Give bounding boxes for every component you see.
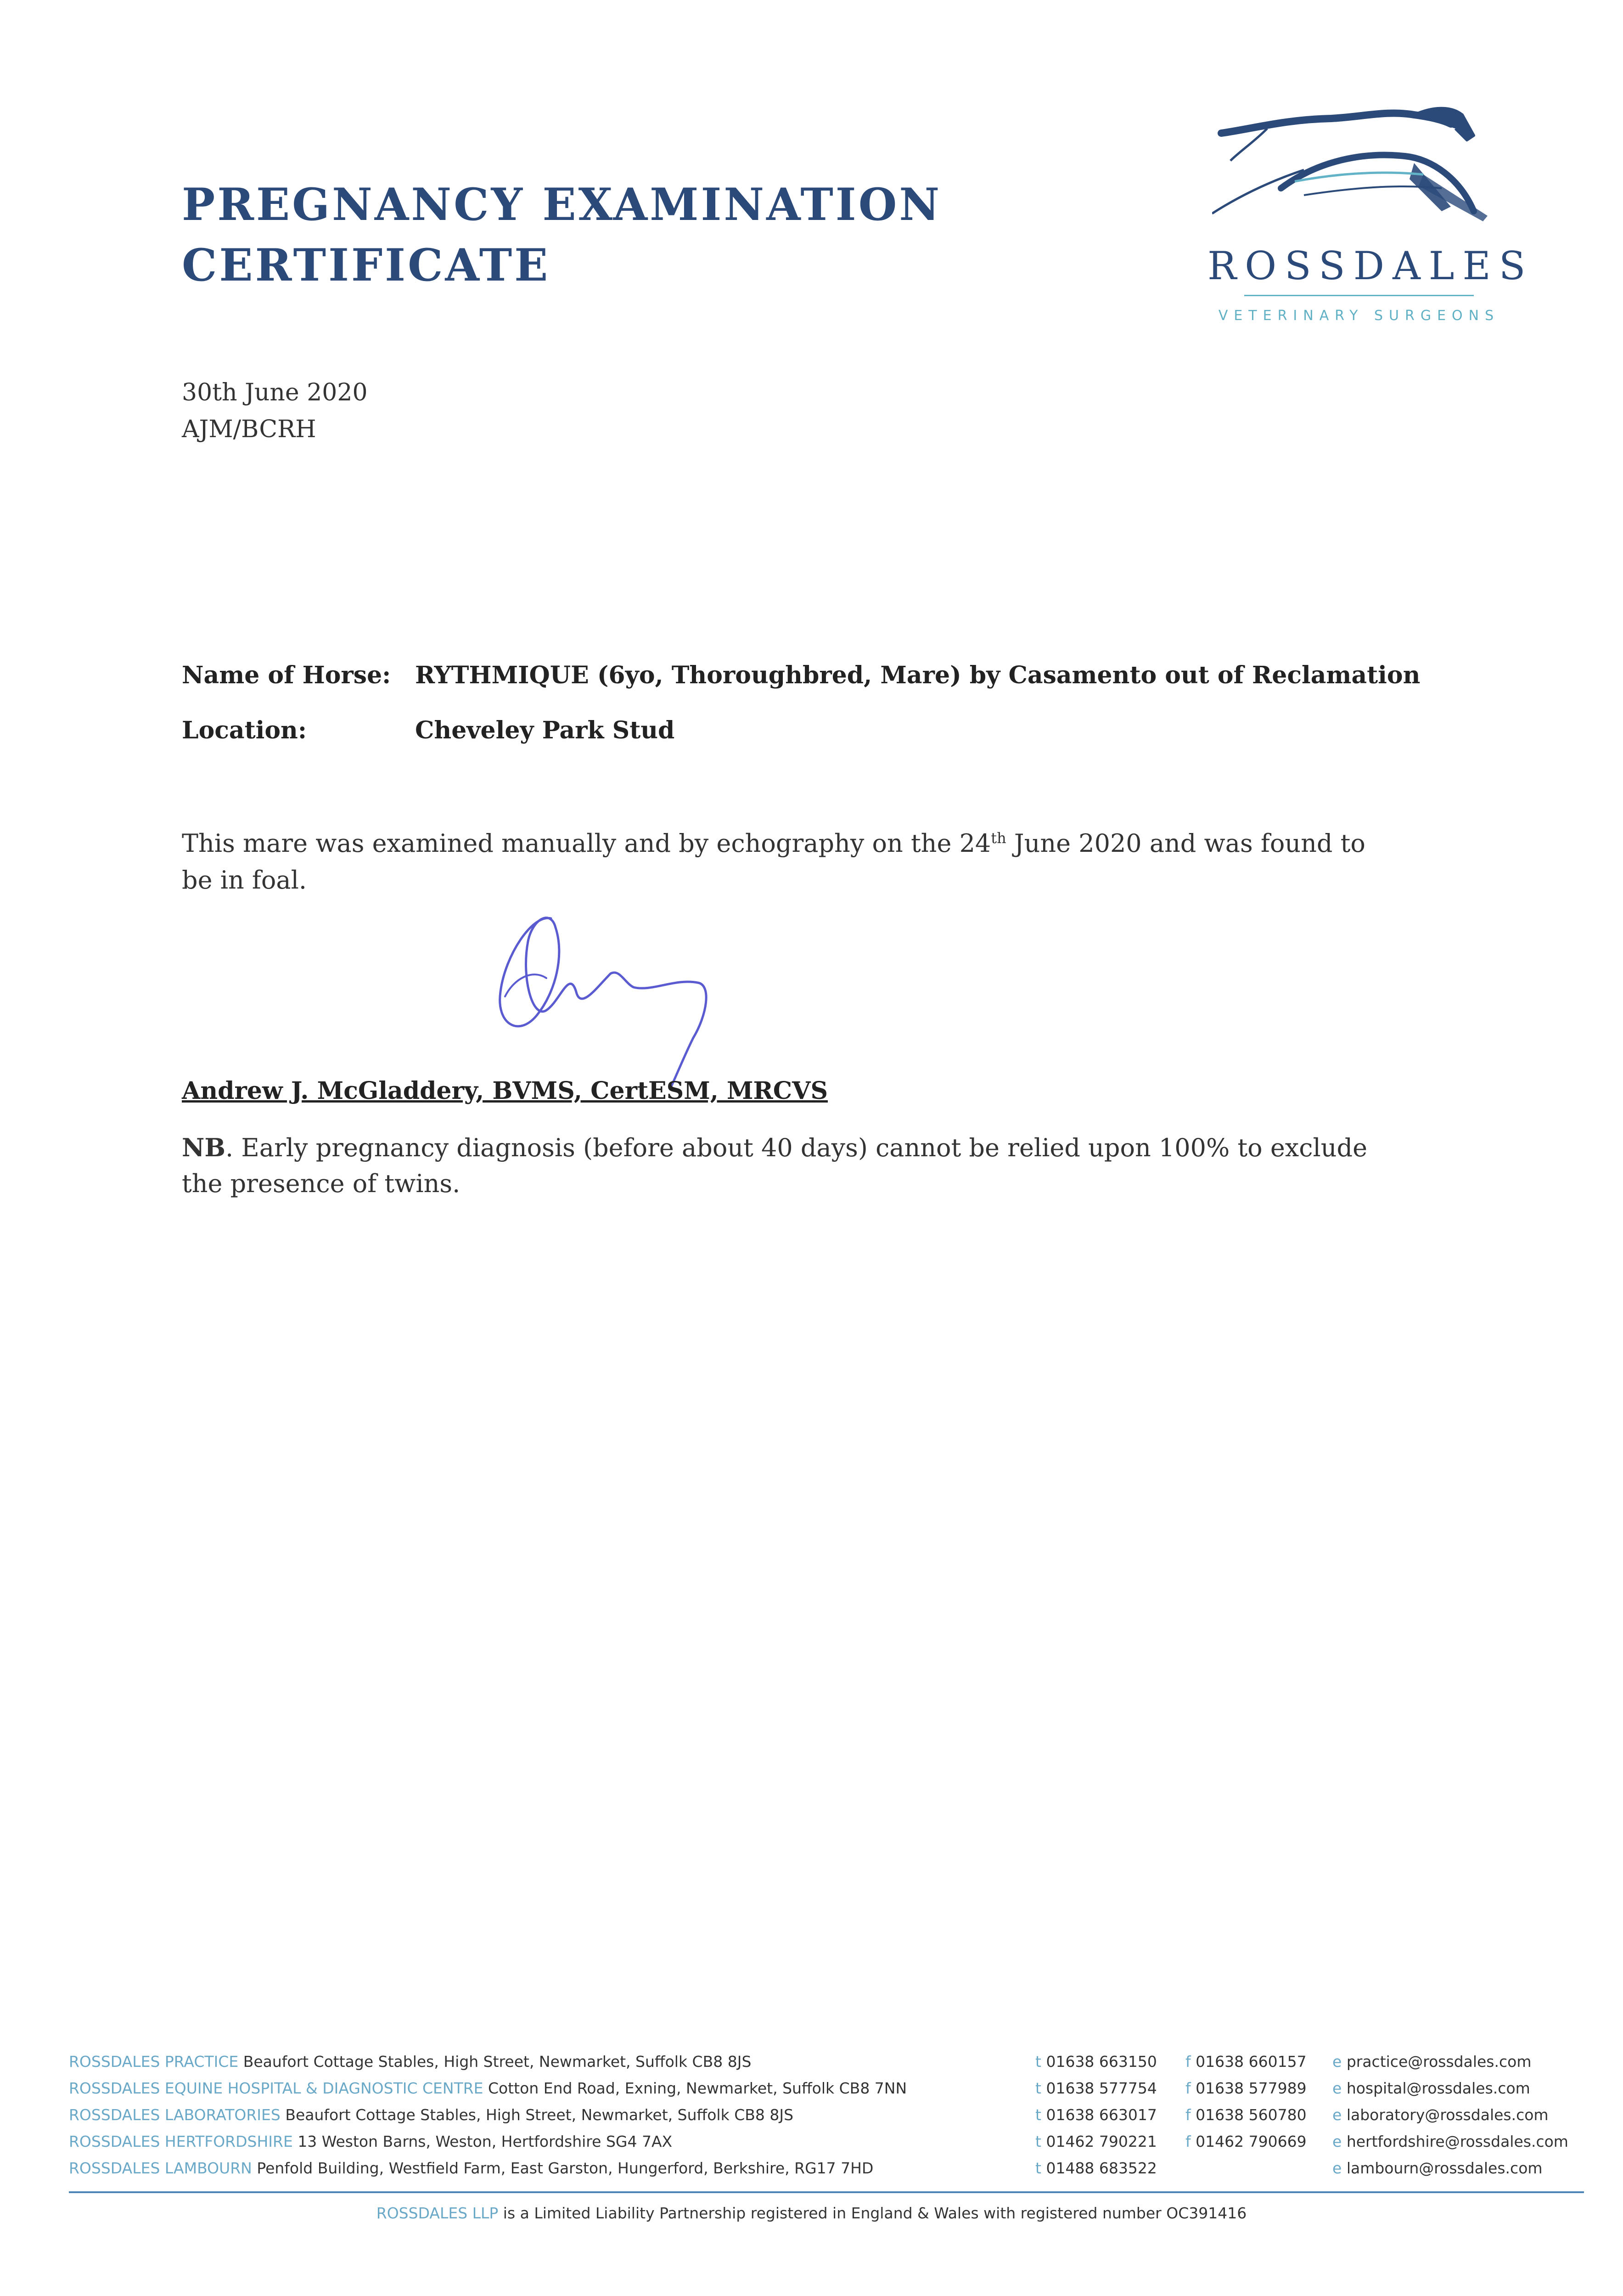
title-line-2: CERTIFICATE xyxy=(182,239,550,291)
footer-contacts xyxy=(69,2053,1566,2186)
footer-row: ROSSDALES HERTFORDSHIRE 13 Weston Barns, Weston, Hertfordshire SG4 7AX t 01462 790221 f 01462 790669 e hertfordshire@rossdales.com xyxy=(69,2133,1568,2150)
statement-text-end: June 2020 and was found to be in foal. xyxy=(182,829,1365,895)
branch-address: Penfold Building, Westfield Farm, East Garston, Hungerford, Berkshire, RG17 7HD xyxy=(257,2159,874,2177)
branch-name: ROSSDALES EQUINE HOSPITAL & DIAGNOSTIC CENTRE xyxy=(69,2079,483,2097)
branch-name: ROSSDALES LAMBOURN xyxy=(69,2159,252,2177)
statement-text-start: This mare was examined manually and by echography on the 24 xyxy=(182,829,991,858)
legal-entity-name: ROSSDALES LLP xyxy=(376,2204,499,2222)
branch-fax: 01638 560780 xyxy=(1196,2106,1307,2124)
title-line-1: PREGNANCY EXAMINATION xyxy=(182,179,942,231)
examination-statement xyxy=(182,820,1389,899)
location-label: Location: xyxy=(182,716,307,744)
note-text: . Early pregnancy diagnosis (before about 40 days) cannot be relied upon 100% to exclude the presence of twins. xyxy=(182,1133,1368,1198)
branch-phone: 01462 790221 xyxy=(1046,2133,1157,2150)
disclaimer-note xyxy=(182,1130,1376,1202)
footer-row: ROSSDALES LABORATORIES Beaufort Cottage Stables, High Street, Newmarket, Suffolk CB8 8JS t 01638 663017 f 01638 560780 e laboratory@rossdales.com xyxy=(69,2106,1549,2124)
branch-name: ROSSDALES LABORATORIES xyxy=(69,2106,281,2124)
footer-row: ROSSDALES LAMBOURN Penfold Building, Westfield Farm, East Garston, Hungerford, Berkshire, RG17 7HD t 01488 683522 e lambourn@rossdales.com xyxy=(69,2159,1543,2177)
branch-email[interactable]: lambourn@rossdales.com xyxy=(1346,2159,1543,2177)
branch-fax: 01638 577989 xyxy=(1196,2079,1307,2097)
branch-email[interactable]: practice@rossdales.com xyxy=(1346,2053,1532,2071)
branch-address: Beaufort Cottage Stables, High Street, Newmarket, Suffolk CB8 8JS xyxy=(285,2106,794,2124)
branch-fax: 01462 790669 xyxy=(1196,2133,1307,2150)
branch-address: 13 Weston Barns, Weston, Hertfordshire SG4 7AX xyxy=(298,2133,673,2150)
horse-name-label: Name of Horse: xyxy=(182,661,391,689)
logo-wordmark: ROSSDALES xyxy=(1207,243,1534,288)
footer-row: ROSSDALES PRACTICE Beaufort Cottage Stables, High Street, Newmarket, Suffolk CB8 8JS t 01638 663150 f 01638 660157 e practice@rossdales.com xyxy=(69,2053,1532,2071)
footer-divider xyxy=(69,2191,1584,2193)
branch-phone: 01638 663150 xyxy=(1046,2053,1157,2071)
footer-row: ROSSDALES EQUINE HOSPITAL & DIAGNOSTIC CENTRE Cotton End Road, Exning, Newmarket, Suffolk CB8 7NN t 01638 577754 f 01638 577989 e hospital@rossdales.com xyxy=(69,2079,1530,2097)
handwritten-signature xyxy=(477,900,808,1093)
branch-phone: 01638 663017 xyxy=(1046,2106,1157,2124)
branch-phone: 01638 577754 xyxy=(1046,2079,1157,2097)
legal-notice xyxy=(0,2204,1623,2222)
location-value: Cheveley Park Stud xyxy=(415,716,675,744)
branch-email[interactable]: laboratory@rossdales.com xyxy=(1346,2106,1549,2124)
logo-subtitle: VETERINARY SURGEONS xyxy=(1218,308,1500,324)
branch-phone: 01488 683522 xyxy=(1046,2159,1157,2177)
branch-email[interactable]: hertfordshire@rossdales.com xyxy=(1346,2133,1568,2150)
branch-name: ROSSDALES HERTFORDSHIRE xyxy=(69,2133,293,2150)
note-label: NB xyxy=(182,1133,226,1162)
rossdales-logo xyxy=(1207,101,1534,340)
logo-divider xyxy=(1244,295,1474,296)
statement-ordinal-suffix: th xyxy=(991,829,1006,847)
horse-name-value: RYTHMIQUE (6yo, Thoroughbred, Mare) by Casamento out of Reclamation xyxy=(415,661,1421,689)
issue-date: 30th June 2020 xyxy=(182,379,368,406)
branch-name: ROSSDALES PRACTICE xyxy=(69,2053,239,2071)
legal-text: is a Limited Liability Partnership registered in England & Wales with registered number OC391416 xyxy=(498,2204,1247,2222)
branch-fax: 01638 660157 xyxy=(1196,2053,1307,2071)
signatory-name: Andrew J. McGladdery, BVMS, CertESM, MRCVS xyxy=(182,1077,828,1105)
reference-code: AJM/BCRH xyxy=(182,416,316,443)
galloping-horse-logo-icon xyxy=(1212,101,1506,253)
document-meta xyxy=(182,374,368,448)
certificate-title xyxy=(182,174,942,296)
branch-address: Cotton End Road, Exning, Newmarket, Suffolk CB8 7NN xyxy=(488,2079,907,2097)
branch-email[interactable]: hospital@rossdales.com xyxy=(1346,2079,1530,2097)
branch-address: Beaufort Cottage Stables, High Street, Newmarket, Suffolk CB8 8JS xyxy=(243,2053,752,2071)
